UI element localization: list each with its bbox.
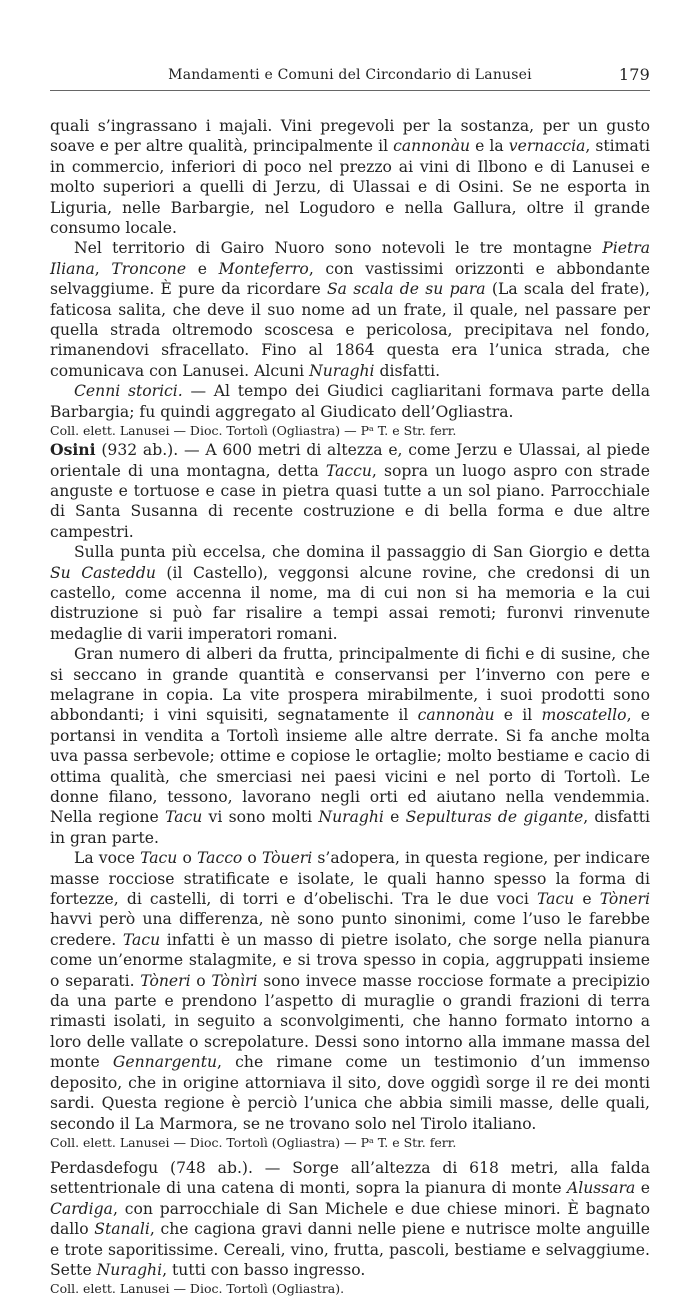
running-title: Mandamenti e Comuni del Circondario di Lanusei bbox=[168, 67, 532, 83]
paragraph: La voce Tacu o Tacco o Tòueri s’adopera, in questa regione, per indicare masse rocciose stratificate e isolate, le quali hanno spesso la forma di fortezze, di castelli, di torri e d’obelischi. Tra le due voci Tacu e Tòneri havvi però una differenza, nè sono punto sinonimi, come l’uso le farebbe credere. Tacu infatti è un masso di pietre isolato, che sorge nella pianura come un’enorme stalagmite, e si trova spesso in copia, aggruppati insieme o separati. Tòneri o Tònìri sono invece masse rocciose formate a precipizio da una parte e prendono l’aspetto di muraglie o grandi frazioni di terra rimasti isolati, in seguito a sconvolgimenti, che hanno formato intorno a loro delle vallate o screpolature. Dessi sono intorno alla immane massa del monte Gennargentu, che rimane come un testimonio d’un immenso deposito, che in origine attorniava il sito, dove oggidì sorge il re dei monti sardi. Questa regione è perciò l’unica che abbia simili masse, delle quali, secondo il La Marmora, se ne trovano solo nel Tirolo italiano. bbox=[50, 849, 651, 1133]
source-note: Coll. elett. Lanusei — Dioc. Tortolì (Ogliastra) — Pᵃ T. e Str. ferr. bbox=[50, 423, 457, 439]
place-name: Osini bbox=[50, 440, 96, 460]
paragraph: Nel territorio di Gairo Nuoro sono notevoli le tre montagne Pietra Iliana, Troncone e Monteferro, con vastissimi orizzonti e abbondante selvaggiume. È pure da ricordare Sa scala de su para (La scala del frate), faticosa salita, che deve il suo nome ad un frate, il quale, nel passare per quella strada oltremodo scoscesa e pericolosa, precipitava nel fondo, rimanendovi sfracellato. Fino al 1864 questa era l’unica strada, che comunicava con Lanusei. Alcuni Nuraghi disfatti. bbox=[50, 239, 650, 380]
paragraph: Sulla punta più eccelsa, che domina il passaggio di San Giorgio e detta Su Casteddu (il Castello), veggonsi alcune rovine, che credonsi di un castello, come accenna il nome, ma di cui non si ha memoria e la cui distruzione si può far risalire a tempi assai remoti; furonvi rinvenute medaglie di varii imperatori romani. bbox=[50, 543, 650, 643]
source-note: Coll. elett. Lanusei — Dioc. Tortolì (Ogliastra). bbox=[50, 1281, 345, 1297]
paragraph: Gran numero di alberi da frutta, principalmente di fichi e di susine, che si seccano in grande quantità e conservansi per l’inverno con pere e melagrane in copia. La vite prospera mirabilmente, i suoi prodotti sono abbondanti; i vini squisiti, segnatamente il cannonàu e il moscatello, e portansi in vendita a Tortolì insieme alle altre derrate. Si fa anche molta uva passa serbevole; ottime e copiose le ortaglie; molto bestiame e cacio di ottima qualità, che smerciasi nei paesi vicini e nel porto di Tortolì. Le donne filano, tessono, lavorano negli orti ed aiutano nella vendemmia. Nella regione Tacu vi sono molti Nuraghi e Sepulturas de gigante, disfatti in gran parte. bbox=[50, 645, 650, 847]
source-note: Coll. elett. Lanusei — Dioc. Tortolì (Ogliastra) — Pᵃ T. e Str. ferr. bbox=[50, 1134, 457, 1150]
running-head bbox=[50, 60, 650, 91]
body-text bbox=[50, 116, 650, 1298]
paragraph: Cenni storici. — Al tempo dei Giudici cagliaritani formava parte della Barbargia; fu quindi aggregato al Giudicato dell’Ogliastra. bbox=[50, 382, 650, 421]
paragraph: Perdasdefogu (748 ab.). — Sorge all’altezza di 618 metri, alla falda settentrionale di una catena di monti, sopra la pianura di monte Alussara e Cardiga, con parrocchiale di San Michele e due chiese minori. È bagnato dallo Stanali, che cagiona gravi danni nelle piene e nutrisce molte anguille e trote saporitissime. Cereali, vino, frutta, pascoli, bestiame e selvaggiume. Sette Nuraghi, tutti con basso ingresso. bbox=[50, 1158, 650, 1279]
paragraph: quali s’ingrassano i majali. Vini pregevoli per la sostanza, per un gusto soave e per altre qualità, principalmente il cannonàu e la vernaccia, stimati in commercio, inferiori di poco nel prezzo ai vini di Ilbono e di Lanusei e molto superiori a quelli di Jerzu, di Ulassai e di Osini. Se ne esporta in Liguria, nelle Barbargie, nel Logudoro e nella Gallura, oltre il grande consumo locale. bbox=[50, 117, 650, 238]
paragraph: Osini (932 ab.). — A 600 metri di altezza e, come Jerzu e Ulassai, al piede orientale di una montagna, detta Taccu, sopra un luogo aspro con strade anguste e tortuose e case in pietra quasi tutte a un sol piano. Parrocchiale di Santa Susanna di recente costruzione e di bella forma e due altre campestri. bbox=[50, 440, 650, 541]
place-name: Perdasdefogu bbox=[50, 1158, 159, 1177]
page-number: 179 bbox=[618, 65, 650, 84]
